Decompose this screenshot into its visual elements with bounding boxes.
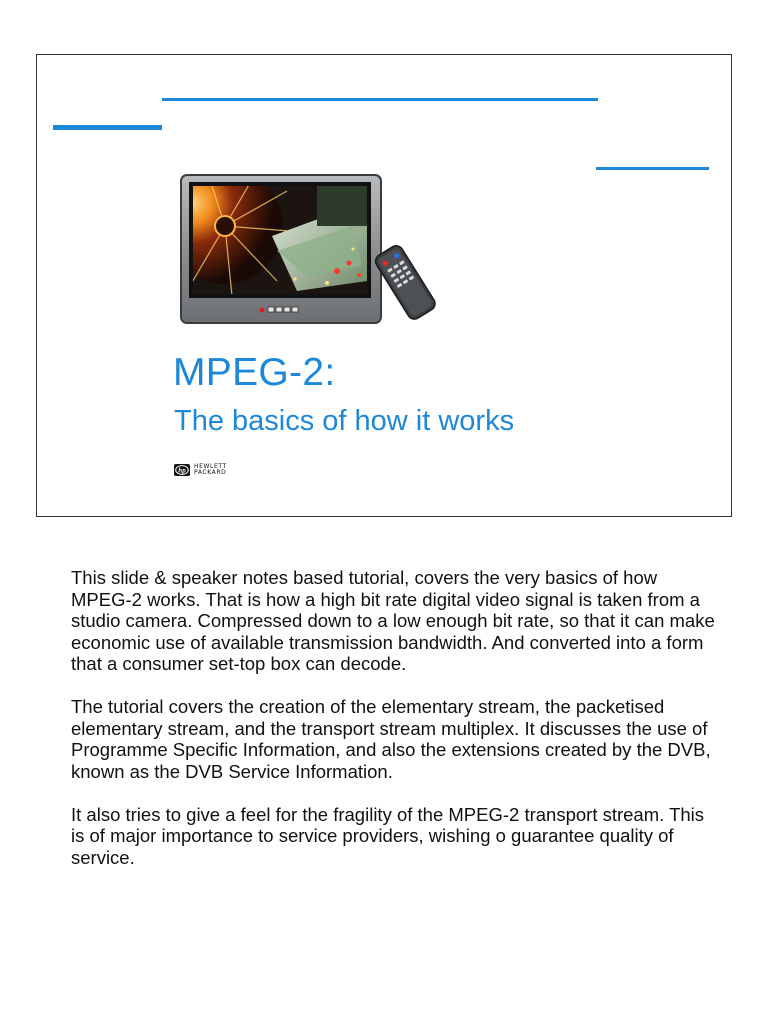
tv-illustration: [177, 171, 447, 343]
logo-line-1: HEWLETT: [194, 463, 227, 470]
notes-paragraph: This slide & speaker notes based tutorial, covers the very basics of how MPEG-2 works. That is how a high bit rate digital video signal is taken from a studio camera. Compressed down to a low enough bit rate, so that it can make economic use of available transmission bandwidth. And converted into a form that a consumer set-top box can decode.: [71, 567, 715, 674]
slide-frame: [36, 54, 732, 517]
hp-logo: [174, 463, 227, 477]
remote-control-icon: [373, 243, 438, 322]
logo-line-2: PACKARD: [194, 469, 227, 476]
tv-icon: [177, 171, 381, 323]
screen-image: [177, 171, 367, 296]
slide-title: MPEG-2:: [173, 351, 336, 394]
svg-text:hp: hp: [178, 466, 186, 475]
slide-subtitle: The basics of how it works: [174, 405, 515, 437]
notes-paragraph: It also tries to give a feel for the fragility of the MPEG-2 transport stream. This is of major importance to service providers, wishing o guarantee quality of service.: [71, 803, 705, 868]
decorative-rule-right: [596, 167, 709, 170]
decorative-rule-left: [53, 125, 162, 130]
speaker-notes: [71, 567, 721, 890]
hp-logo-icon: [174, 464, 190, 476]
decorative-rule-top: [162, 98, 598, 101]
notes-paragraph: The tutorial covers the creation of the elementary stream, the packetised elementary stream, and the transport stream multiplex. It discusses the use of Programme Specific Information, and also the extensions created by the DVB, known as the DVB Service Information.: [71, 696, 711, 782]
